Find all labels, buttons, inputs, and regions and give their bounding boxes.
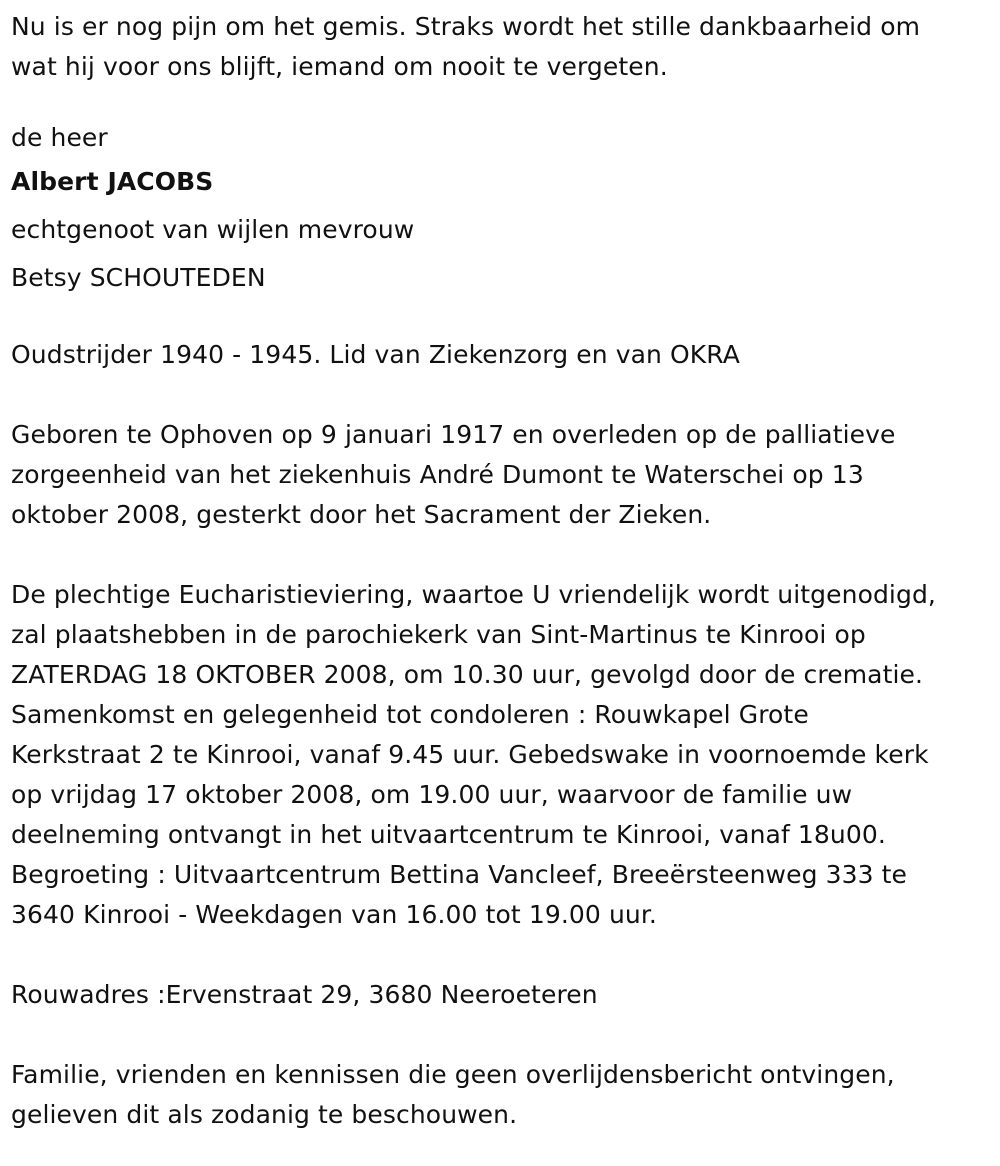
ceremony-paragraph — [11, 575, 990, 935]
deceased-name: Albert JACOBS — [11, 167, 214, 196]
closing-paragraph — [11, 1055, 990, 1135]
ceremony-line: ZATERDAG 18 OKTOBER 2008, om 10.30 uur, gevolgd door de crematie. — [11, 660, 924, 689]
intro-line: Nu is er nog pijn om het gemis. Straks wordt het stille dankbaarheid om — [11, 12, 921, 41]
closing-line: Familie, vrienden en kennissen die geen overlijdensbericht ontvingen, — [11, 1060, 895, 1089]
birth-death-paragraph — [11, 415, 990, 535]
birth-death-line: Geboren te Ophoven op 9 januari 1917 en overleden op de palliatieve — [11, 420, 896, 449]
mourning-address: Rouwadres :Ervenstraat 29, 3680 Neeroeteren — [11, 980, 598, 1009]
relation-text: echtgenoot van wijlen mevrouw — [11, 215, 415, 244]
honorific: de heer — [11, 123, 108, 152]
birth-death-line: zorgeenheid van het ziekenhuis André Dumont te Waterschei op 13 — [11, 460, 864, 489]
ceremony-line: zal plaatshebben in de parochiekerk van Sint-Martinus te Kinrooi op — [11, 620, 866, 649]
ceremony-line: Kerkstraat 2 te Kinrooi, vanaf 9.45 uur. Gebedswake in voornoemde kerk — [11, 740, 929, 769]
ceremony-line: deelneming ontvangt in het uitvaartcentrum te Kinrooi, vanaf 18u00. — [11, 820, 886, 849]
ceremony-line: 3640 Kinrooi - Weekdagen van 16.00 tot 19.00 uur. — [11, 900, 657, 929]
ceremony-line: Samenkomst en gelegenheid tot condoleren : Rouwkapel Grote — [11, 700, 809, 729]
birth-death-line: oktober 2008, gesterkt door het Sacrament der Zieken. — [11, 500, 712, 529]
closing-line: gelieven dit als zodanig te beschouwen. — [11, 1100, 518, 1129]
spouse-name: Betsy SCHOUTEDEN — [11, 263, 266, 292]
intro-line: wat hij voor ons blijft, iemand om nooit te vergeten. — [11, 52, 668, 81]
intro-paragraph — [11, 7, 990, 87]
ceremony-line: De plechtige Eucharistieviering, waartoe U vriendelijk wordt uitgenodigd, — [11, 580, 936, 609]
memberships-line: Oudstrijder 1940 - 1945. Lid van Ziekenzorg en van OKRA — [11, 340, 740, 369]
ceremony-line: Begroeting : Uitvaartcentrum Bettina Vancleef, Breeërsteenweg 333 te — [11, 860, 908, 889]
ceremony-line: op vrijdag 17 oktober 2008, om 19.00 uur, waarvoor de familie uw — [11, 780, 853, 809]
